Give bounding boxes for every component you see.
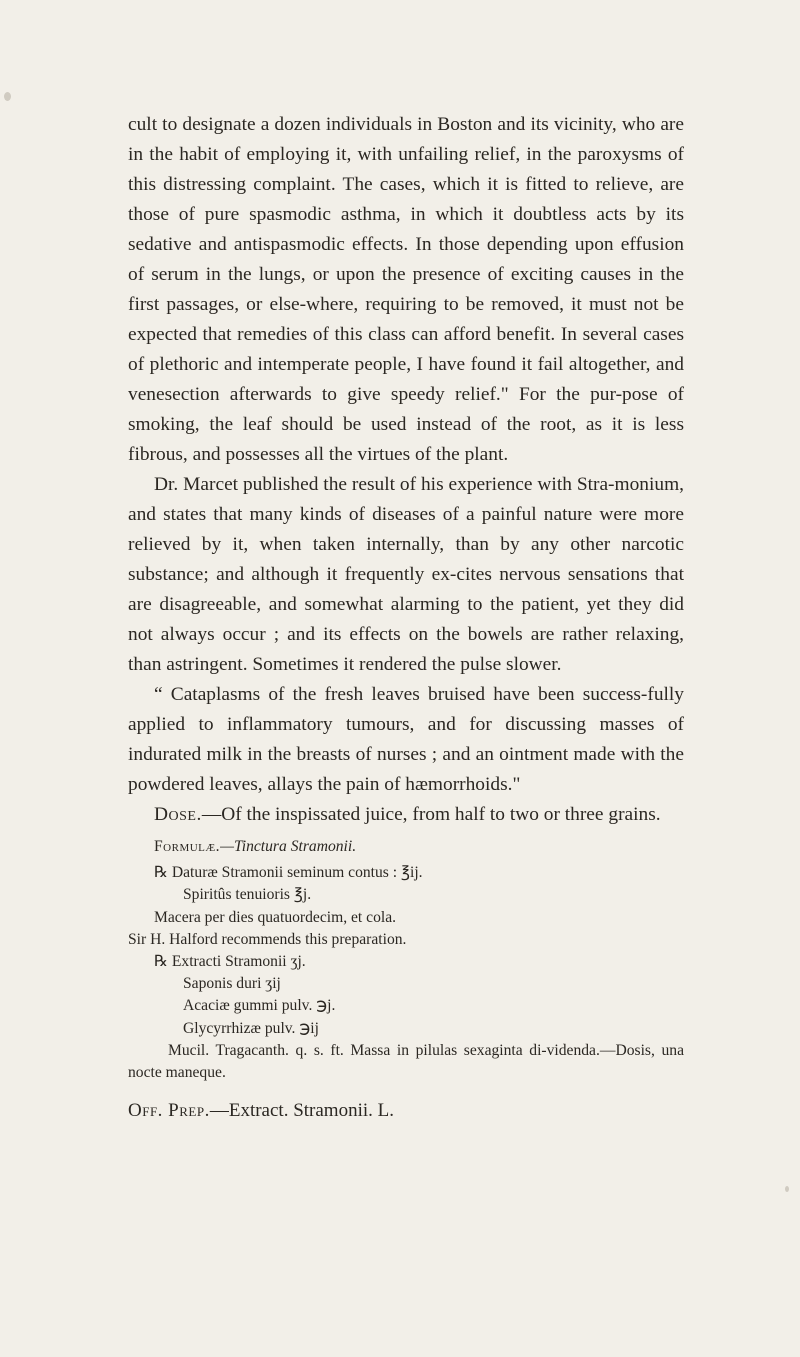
paragraph-asthma: cult to designate a dozen individuals in Boston and its vicinity, who are in the habit of employing it, with unfailing relief, in the paroxysms of this distressing complaint. The cases, which it is fitted to relieve, are those of pure spasmodic asthma, in which it doubtless acts by its sedative and antispasmodic effects. In those depending upon effusion of serum in the lungs, or upon the presence of exciting causes in the first passages, or else-where, requiring to be removed, it must not be expected that remedies of this class can afford benefit. In several cases of plethoric and intemperate people, I have found it fail altogether, and venesection afterwards to give speedy relief." For the pur-pose of smoking, the leaf should be used instead of the root, as it is less fibrous, and possesses all the virtues of the plant. [128,114,684,465]
officinal-text: —Extract. Stramonii. L. [209,1100,394,1122]
dose-text: —Of the inspissated juice, from half to two or three grains. [201,804,661,825]
recipe1-line: Macera per dies quatuordecim, et cola. [154,908,397,926]
recipe2-line: Glycyrrhizæ pulv. ℈ij [183,1019,319,1037]
paragraph-cataplasms: “ Cataplasms of the fresh leaves bruised have been success-fully applied to inflammatory tumours, and for discussing masses of indurated milk in the breasts of nurses ; and an ointment made with the powdered leaves, allays the pain of hæmorrhoids." [128,684,684,795]
recipe2-line: ℞ Extracti Stramonii ʒj. [154,953,306,971]
paragraph-marcet: Dr. Marcet published the result of his experience with Stra-monium, and states that many kinds of diseases of a painful nature were more relieved by it, when taken internally, than by any other narcotic substance; and although it frequently ex-cites nervous sensations that are disagreeable, and somewhat alarming to the patient, yet they did not always occur ; and its effects on the bowels are rather relaxing, than astringent. Sometimes it rendered the pulse slower. [128,474,684,675]
formulae-title: —Tinctura Stramonii. [220,838,357,855]
paragraph-dose [128,800,684,830]
formulae-label: Formulæ. [154,838,221,855]
recipe2-line: Saponis duri ʒij [183,975,281,993]
dose-label: Dose. [154,804,202,825]
halford-recommendation: Sir H. Halford recommends this preparation. [128,930,407,948]
ink-spot [785,1186,789,1192]
officinal-preparation [128,1098,684,1124]
officinal-label: Off. Prep. [128,1100,210,1122]
page-content [128,110,684,1124]
formulae-section [128,836,684,1084]
ink-spot [4,92,11,101]
recipe2-final: Mucil. Tragacanth. q. s. ft. Massa in pilulas sexaginta di-videnda.—Dosis, una nocte maneque. [128,1041,684,1082]
recipe1-line: ℞ Daturæ Stramonii seminum contus : ℥ij. [154,864,423,882]
recipe2-line: Acaciæ gummi pulv. ℈j. [183,997,336,1015]
formulae-heading [128,836,684,858]
body-text [128,110,684,830]
recipe1-line: Spiritûs tenuioris ℥j. [183,886,312,904]
